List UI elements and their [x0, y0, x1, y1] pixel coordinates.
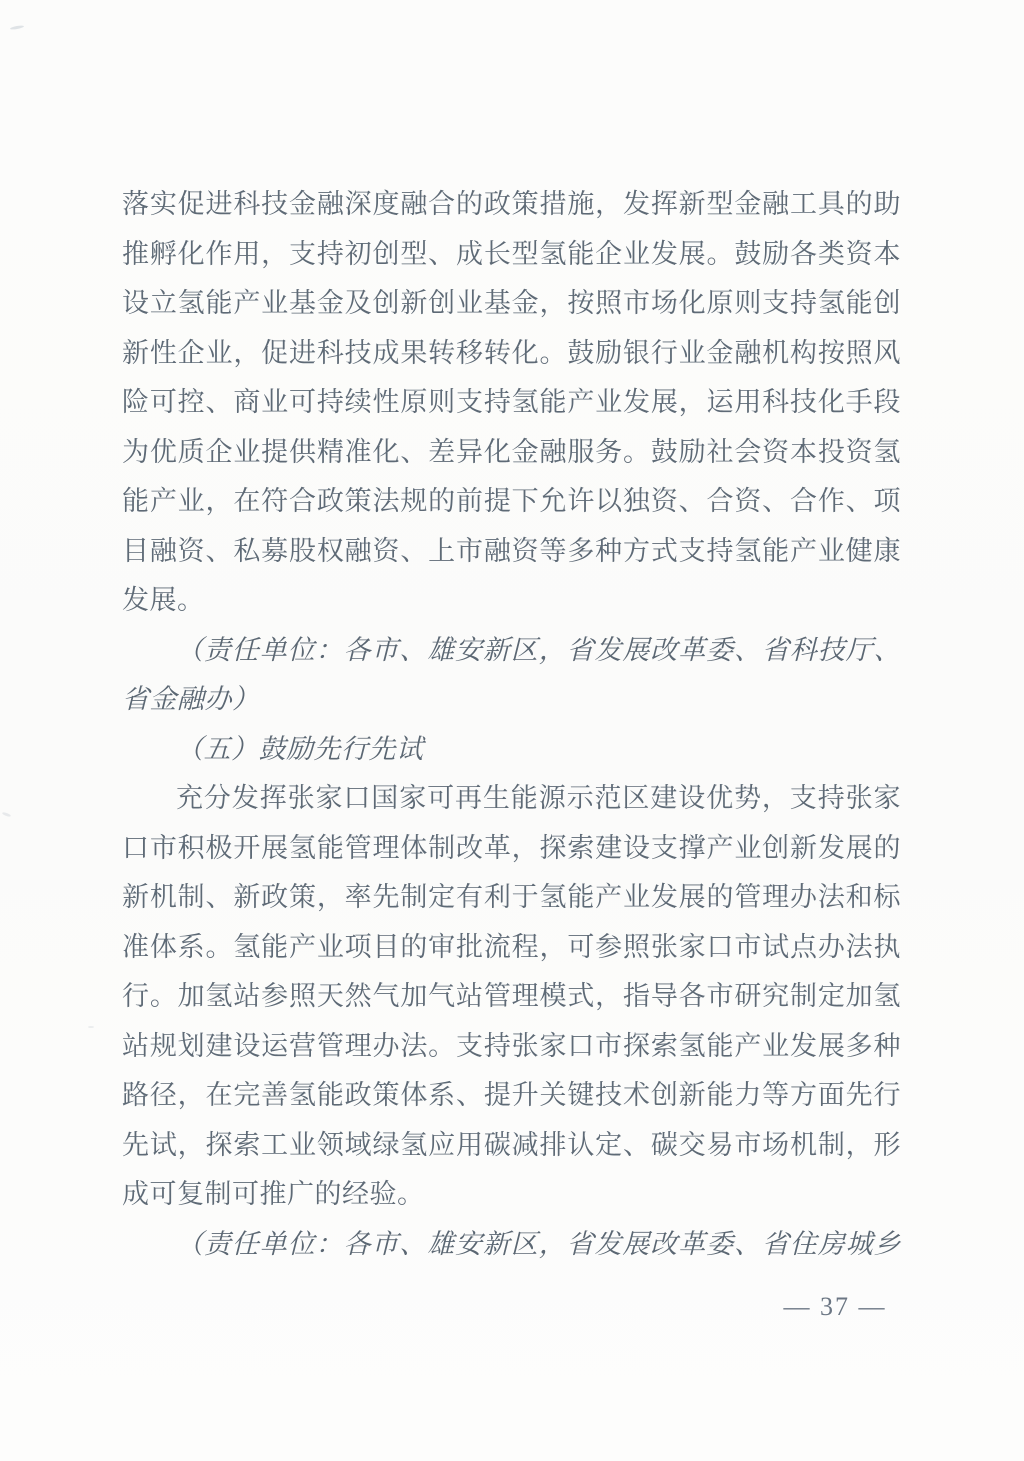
scan-artifact: [88, 1026, 94, 1028]
text-line: 设立氢能产业基金及创新创业基金，按照市场化原则支持氢能创: [122, 288, 901, 318]
text-line: 口市积极开展氢能管理体制改革，探索建设支撑产业创新发展的: [122, 832, 901, 863]
responsibility-note-line: （责任单位：各市、雄安新区，省发展改革委、省科技厅、: [176, 634, 901, 665]
responsibility-note-line: （责任单位：各市、雄安新区，省发展改革委、省住房城乡: [176, 1228, 901, 1259]
text-line: 为优质企业提供精准化、差异化金融服务。鼓励社会资本投资氢: [122, 436, 901, 467]
text-line: 路径，在完善氢能政策体系、提升关键技术创新能力等方面先行: [122, 1080, 901, 1110]
text-line: 落实促进科技金融深度融合的政策措施，发挥新型金融工具的助: [122, 189, 901, 219]
text-line: 新机制、新政策，率先制定有利于氢能产业发展的管理办法和标: [122, 882, 901, 912]
text-line: 先试，探索工业领域绿氢应用碳减排认定、碳交易市场机制，形: [122, 1129, 901, 1160]
text-line: 充分发挥张家口国家可再生能源示范区建设优势，支持张家: [176, 783, 901, 813]
page-number: — 37 —: [783, 1292, 887, 1321]
section-heading: （五）鼓励先行先试: [176, 733, 424, 764]
text-line: 成可复制可推广的经验。: [122, 1179, 425, 1209]
text-line: 能产业，在符合政策法规的前提下允许以独资、合资、合作、项: [122, 486, 901, 516]
text-line: 准体系。氢能产业项目的审批流程，可参照张家口市试点办法执: [122, 931, 901, 962]
text-line: 行。加氢站参照天然气加气站管理模式，指导各市研究制定加氢: [122, 981, 901, 1011]
text-line: 目融资、私募股权融资、上市融资等多种方式支持氢能产业健康: [122, 535, 901, 566]
text-line: 新性企业，促进科技成果转移转化。鼓励银行业金融机构按照风: [122, 337, 901, 368]
text-line: 推孵化作用，支持初创型、成长型氢能企业发展。鼓励各类资本: [122, 238, 901, 269]
text-line: 发展。: [122, 585, 205, 615]
document-text: [122, 180, 901, 1269]
text-line: 险可控、商业可持续性原则支持氢能产业发展，运用科技化手段: [122, 387, 901, 417]
responsibility-note-line: 省金融办）: [122, 684, 260, 714]
text-line: 站规划建设运营管理办法。支持张家口市探索氢能产业发展多种: [122, 1030, 901, 1061]
scan-artifact: [10, 25, 24, 30]
scan-artifact: [2, 812, 11, 818]
